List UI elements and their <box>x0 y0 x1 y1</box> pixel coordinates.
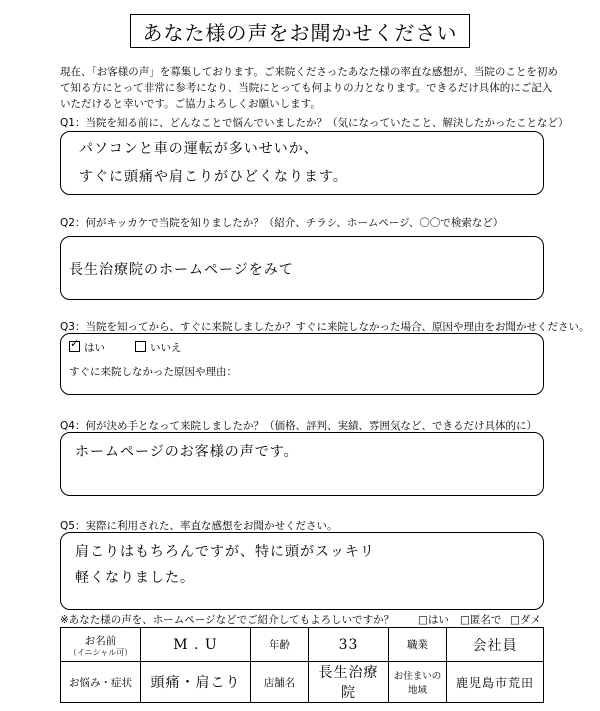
q1-answer-box[interactable] <box>60 131 544 195</box>
q2-answer-box[interactable] <box>60 236 544 300</box>
q4-question: Q4：何が決め手となって来院しましたか？（価格、評判、実績、雰囲気など、できるだけ具体的に） <box>60 420 537 432</box>
q3-answer-box <box>60 333 544 395</box>
q5-answer-box[interactable] <box>60 532 544 610</box>
job-label: 職業 <box>389 628 447 662</box>
clinic-value[interactable]: 長生治療院 <box>309 662 389 703</box>
q5-answer-line1: 肩こりはもちろんですが、特に頭がスッキリ <box>75 544 375 560</box>
q1-answer-line2: すぐに頭痛や肩こりがひどくなります。 <box>79 169 348 185</box>
consent-yes[interactable]: □はい <box>418 614 449 626</box>
q1-answer-line1: パソコンと車の運転が多いせいか、 <box>79 141 319 157</box>
info-table <box>60 627 544 703</box>
clinic-label: 店舗名 <box>251 662 309 703</box>
q3-option-no[interactable]: いいえ <box>135 340 182 355</box>
q2-answer: 長生治療院のホームページをみて <box>69 262 294 278</box>
area-label: お住まいの地域 <box>389 662 447 703</box>
consent-question: ※あなた様の声を、ホームページなどでご紹介してもよろしいですか？ <box>60 614 395 626</box>
checkbox-icon[interactable] <box>135 341 146 352</box>
name-label: お名前 （イニシャル可） <box>61 628 141 662</box>
area-value[interactable]: 鹿児島市荒田 <box>447 662 544 703</box>
consent-no[interactable]: □ダメ <box>510 614 541 626</box>
name-value[interactable]: M . U <box>141 628 251 662</box>
q2-question: Q2：何がキッカケで当院を知りましたか？（紹介、チラシ、ホームページ、〇〇で検索など） <box>60 217 504 229</box>
age-label: 年齢 <box>251 628 309 662</box>
q3-option-yes[interactable]: ✓はい <box>69 340 105 355</box>
q3-question: Q3：当院を知ってから、すぐに来院しましたか？すぐに来院しなかった場合、原因や理由をお聞かせください。 <box>60 321 590 333</box>
q5-answer-line2: 軽くなりました。 <box>75 570 195 586</box>
q4-answer: ホームページのお客様の声です。 <box>75 444 299 460</box>
page-title: あなた様の声をお聞かせください <box>130 14 470 48</box>
q1-question: Q1：当院を知る前に、どんなことで悩んでいましたか？（気になっていたこと、解決したかったことなど） <box>60 117 569 129</box>
checkbox-checked-icon[interactable] <box>69 341 80 352</box>
concern-value[interactable]: 頭痛・肩こり <box>141 662 251 703</box>
job-value[interactable]: 会社員 <box>447 628 544 662</box>
intro-text: 現在、「お客様の声」を募集しております。ご来院くださったあなた様の率直な感想が、当院のことを初めて知る方にとって非常に参考になり、当院にとっても何よりの力となります。できるだけ具体的にご記入いただけると幸いです。ご協力よろしくお願いします。 <box>60 66 558 110</box>
consent-anon[interactable]: □匿名で <box>460 614 502 626</box>
q5-question: Q5：実際に利用された、率直な感想をお聞かせください。 <box>60 520 338 532</box>
concern-label: お悩み・症状 <box>61 662 141 703</box>
q4-answer-box[interactable] <box>60 432 544 496</box>
q3-reason-label: すぐに来院しなかった原因や理由： <box>69 366 237 378</box>
age-value[interactable]: 33 <box>309 628 389 662</box>
